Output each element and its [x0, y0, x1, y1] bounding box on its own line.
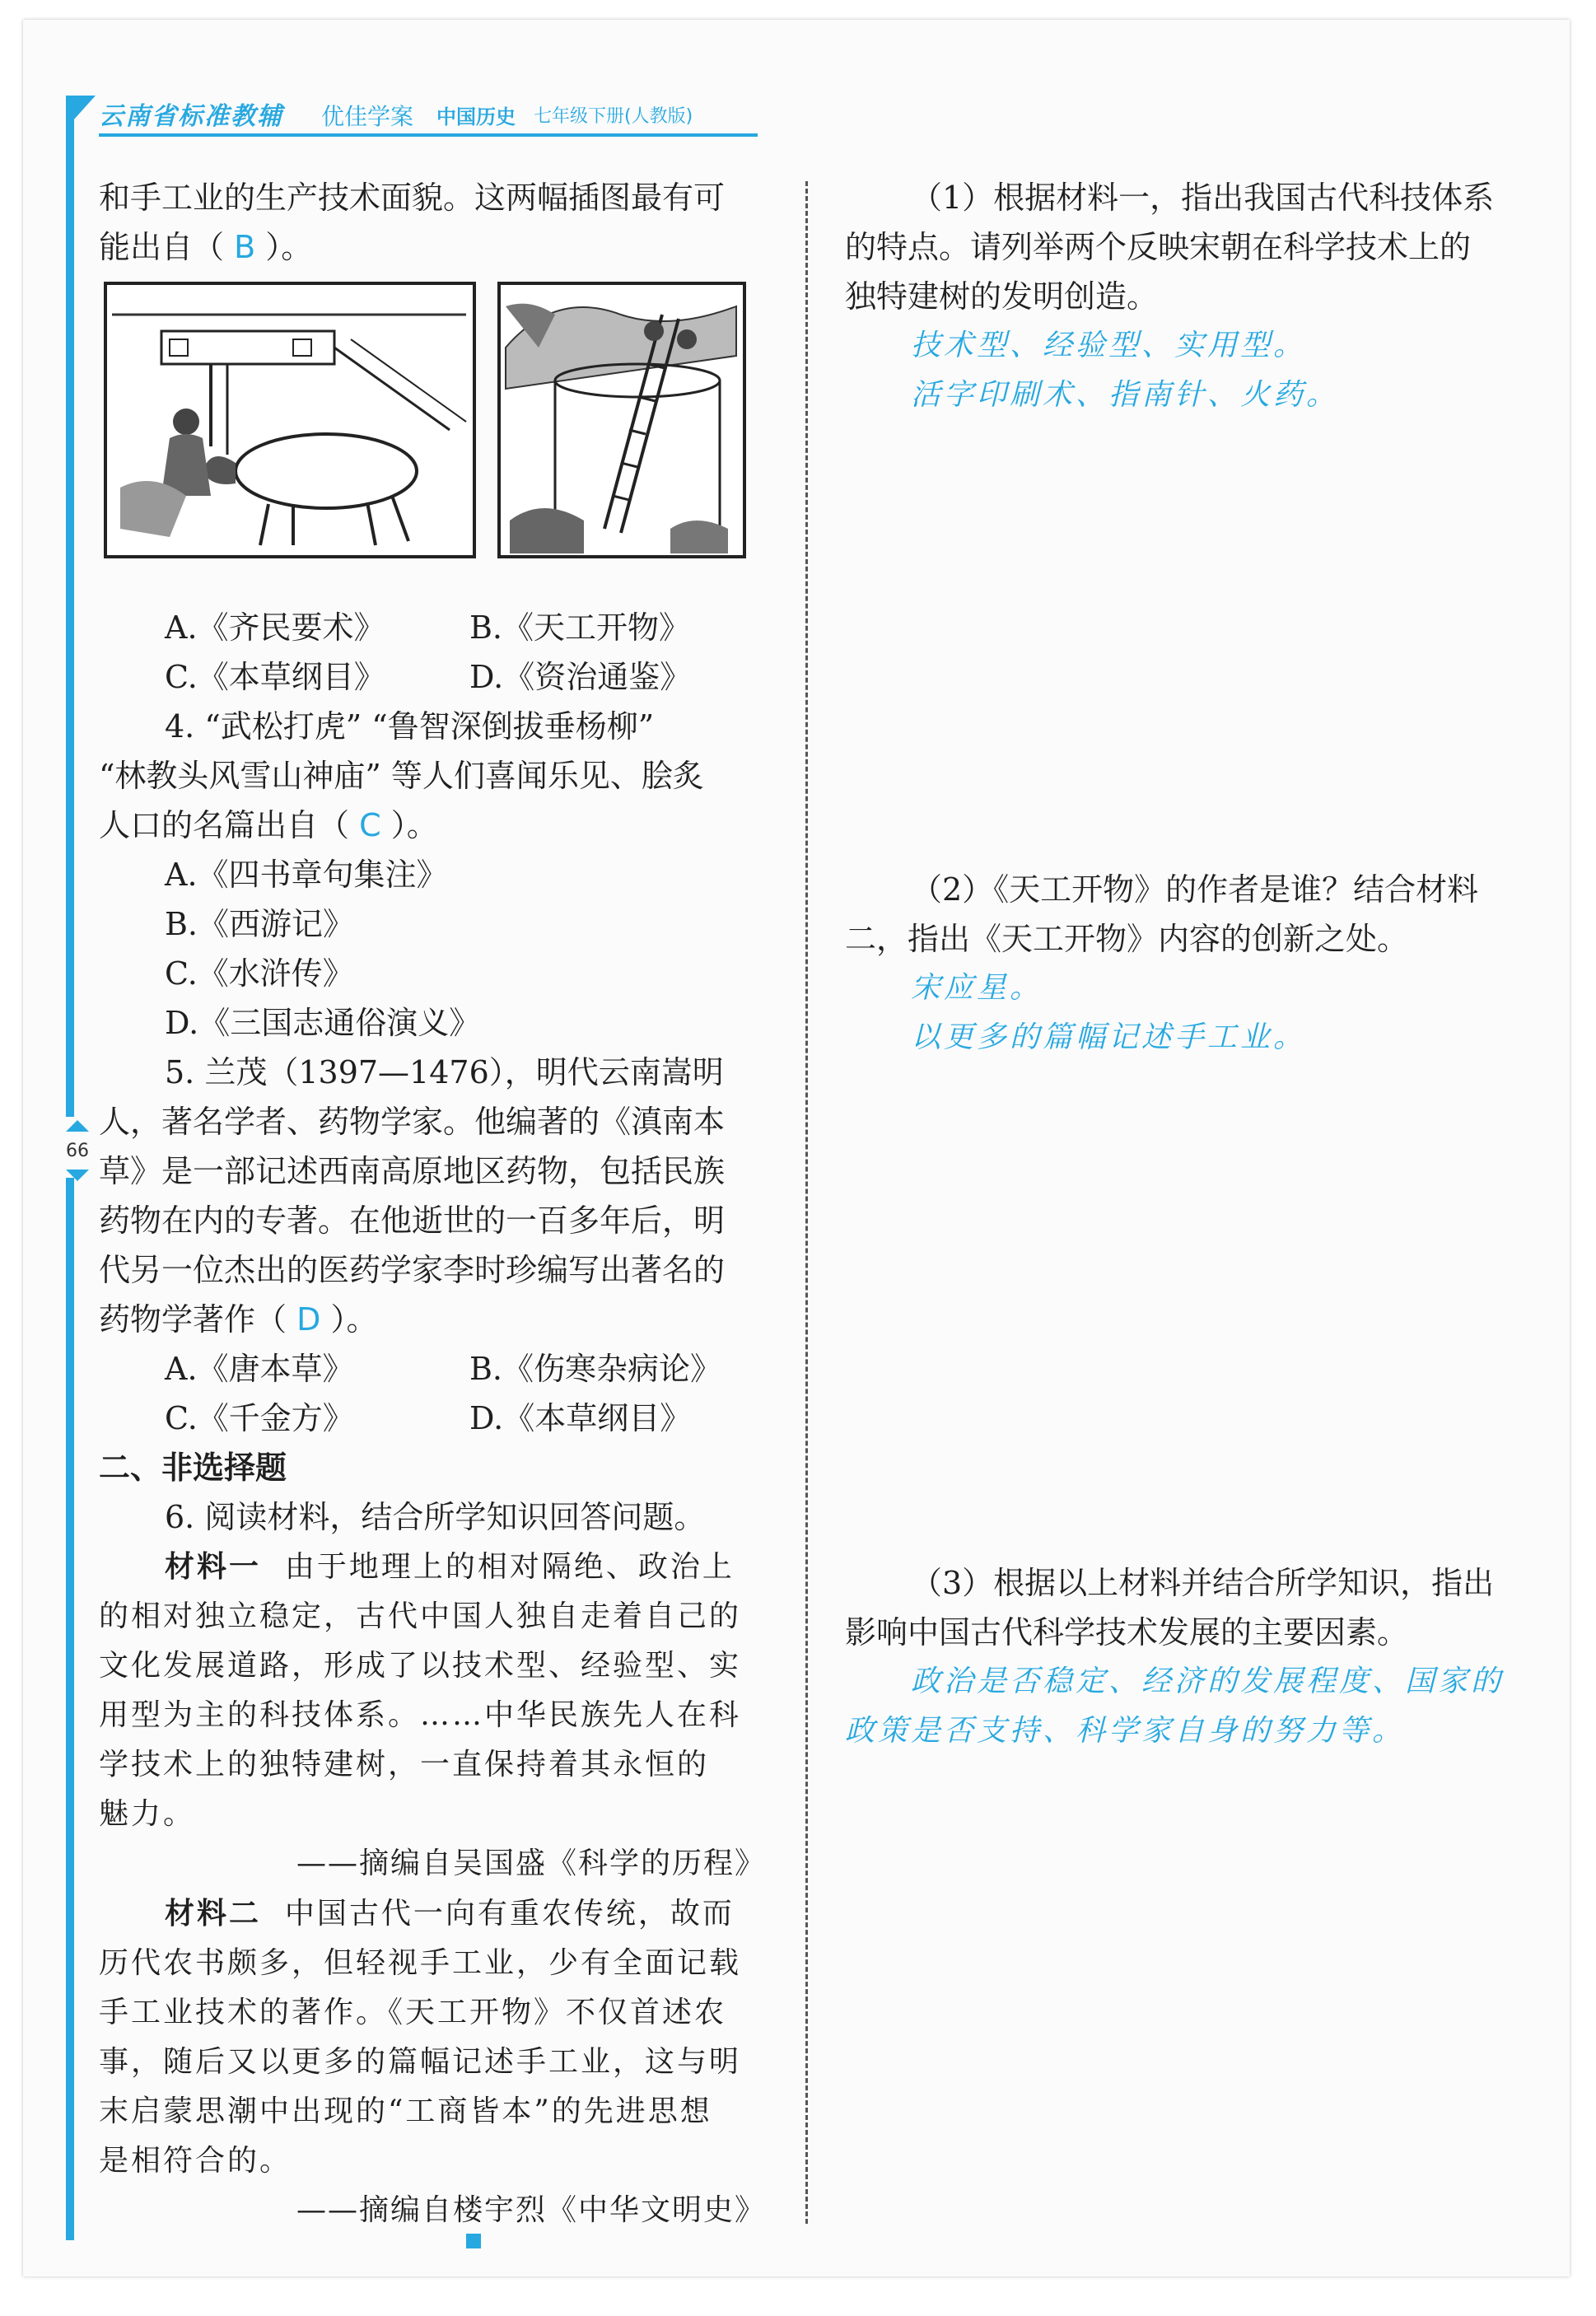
option-c: C.《水浒传》: [165, 955, 354, 992]
material-1-line: [99, 1542, 766, 1592]
sub-question-1-line: 的特点。请列举两个反映宋朝在科学技术上的: [845, 229, 1472, 265]
option-a: A.《唐本草》: [165, 1351, 354, 1387]
q3-line: [99, 222, 766, 272]
q5-line: 5. 兰茂（1397—1476），明代云南嵩明: [165, 1054, 724, 1090]
q4-answer: C: [359, 807, 381, 843]
answer-1: 活字印刷术、指南针、火药。: [911, 378, 1340, 412]
q5-line: 药物在内的专著。在他逝世的一百多年后，明: [99, 1202, 726, 1239]
q3-text: 能出自（: [99, 229, 225, 265]
option-b: B.《伤寒杂病论》: [469, 1351, 722, 1387]
q4-text: ）。: [390, 807, 438, 843]
option-d: D.《资治通鉴》: [469, 659, 692, 695]
material-1-line: 用型为主的科技体系。……中华民族先人在科: [99, 1698, 742, 1732]
material-2-text: 中国古代一向有重农传统，故而: [284, 1897, 735, 1931]
material-2-line: 历代农书颇多，但轻视手工业，少有全面记载: [99, 1946, 742, 1980]
option-c: C.《千金方》: [165, 1400, 354, 1436]
q5-answer: D: [296, 1301, 321, 1338]
option-a: A.《齐民要术》: [165, 609, 385, 646]
sub-question-2-line: 二，指出《天工开物》内容的创新之处。: [845, 921, 1409, 957]
material-1-text: 由于地理上的相对隔绝、政治上: [284, 1550, 735, 1584]
option-a: A.《四书章句集注》: [165, 857, 448, 893]
q3-answer: B: [234, 229, 256, 265]
right-column: [845, 173, 1520, 1756]
material-2-source: ——摘编自楼宇烈《中华文明史》: [296, 2193, 766, 2227]
answer-3: 政治是否稳定、经济的发展程度、国家的: [911, 1665, 1505, 1698]
answer-space: [845, 1062, 1520, 1558]
page-number: 66: [66, 1141, 89, 1161]
q5-line: 草》是一部记述西南高原地区药物，包括民族: [99, 1153, 726, 1189]
material-2-line: 末启蒙思潮中出现的“工商皆本”的先进思想: [99, 2094, 712, 2128]
bottom-marker: [466, 2234, 481, 2248]
answer-space: [845, 420, 1520, 865]
answer-2: 以更多的篇幅记述手工业。: [911, 1020, 1307, 1054]
q5-options-row: [99, 1394, 766, 1443]
q3-text: ）。: [265, 229, 313, 265]
header-brand: 云南省标准教辅: [99, 102, 283, 131]
q4-line: “林教头风雪山神庙” 等人们喜闻乐见、脍炙: [99, 758, 704, 794]
material-2-line: 是相符合的。: [99, 2144, 292, 2178]
q6-intro: 6. 阅读材料，结合所学知识回答问题。: [165, 1499, 706, 1535]
q3-options-row: [99, 652, 766, 702]
page-header: [66, 91, 758, 135]
material-1-line: 魅力。: [99, 1797, 196, 1831]
material-1-line: 文化发展道路，形成了以技术型、经验型、实: [99, 1649, 742, 1683]
sub-question-3-line: （3）根据以上材料并结合所学知识，指出: [911, 1565, 1495, 1601]
answer-3: 政策是否支持、科学家自身的努力等。: [845, 1714, 1406, 1748]
option-d: D.《三国志通俗演义》: [165, 1005, 481, 1041]
sub-question-2-line: （2）《天工开物》的作者是谁？结合材料: [911, 871, 1479, 908]
q5-line: 代另一位杰出的医药学家李时珍编写出著名的: [99, 1252, 726, 1288]
material-1-source: ——摘编自吴国盛《科学的历程》: [296, 1847, 766, 1880]
left-column: [99, 173, 766, 2235]
sub-question-3-line: 影响中国古代科学技术发展的主要因素。: [845, 1614, 1409, 1651]
material-2-line: 手工业技术的著作。《天工开物》不仅首述农: [99, 1996, 727, 2029]
q3-options-row: [99, 603, 766, 652]
sub-question-1-line: 独特建树的发明创造。: [845, 278, 1159, 315]
chevron-up-icon: [66, 1120, 89, 1132]
illustration-ox-mill: [104, 282, 476, 558]
margin-bar-bottom: [66, 1178, 74, 2240]
sub-question-1-line: （1）根据材料一，指出我国古代科技体系: [911, 180, 1495, 216]
q5-line: 人，著名学者、药物学家。他编著的《滇南本: [99, 1104, 726, 1140]
q4-line: 4. “武松打虎” “鲁智深倒拔垂杨柳”: [165, 708, 655, 745]
column-divider: [805, 181, 808, 2224]
material-1-line: 学技术上的独特建树，一直保持着其永恒的: [99, 1748, 710, 1781]
margin-bar-top: [66, 96, 74, 1117]
header-series: 优佳学案: [321, 103, 414, 130]
material-1-line: 的相对独立稳定，古代中国人独自走着自己的: [99, 1599, 742, 1633]
q5-options-row: [99, 1344, 766, 1394]
header-subject: 中国历史: [436, 105, 516, 128]
q5-text: ）。: [330, 1301, 378, 1338]
header-grade: 七年级下册(人教版): [534, 106, 693, 127]
material-2-label: 材料二: [165, 1896, 262, 1931]
material-2-line: 事，随后又以更多的篇幅记述手工业，这与明: [99, 2045, 742, 2079]
answer-1: 技术型、经验型、实用型。: [911, 329, 1307, 362]
header-rule: [99, 133, 758, 137]
material-2-line: [99, 1889, 766, 1939]
q5-text: 药物学著作（: [99, 1301, 287, 1338]
illustration-mine-ladder: [497, 282, 746, 558]
option-d: D.《本草纲目》: [469, 1400, 692, 1436]
q5-line: [99, 1295, 766, 1344]
material-1-label: 材料一: [165, 1549, 262, 1584]
option-b: B.《西游记》: [165, 906, 355, 942]
section-title: 二、非选择题: [99, 1450, 287, 1486]
option-b: B.《天工开物》: [469, 609, 691, 646]
q4-line: [99, 801, 766, 850]
answer-2: 宋应星。: [911, 971, 1043, 1005]
option-c: C.《本草纲目》: [165, 659, 385, 695]
illustrations: [99, 282, 766, 595]
q3-line: 和手工业的生产技术面貌。这两幅插图最有可: [99, 180, 726, 216]
q4-text: 人口的名篇出自（: [99, 807, 350, 843]
